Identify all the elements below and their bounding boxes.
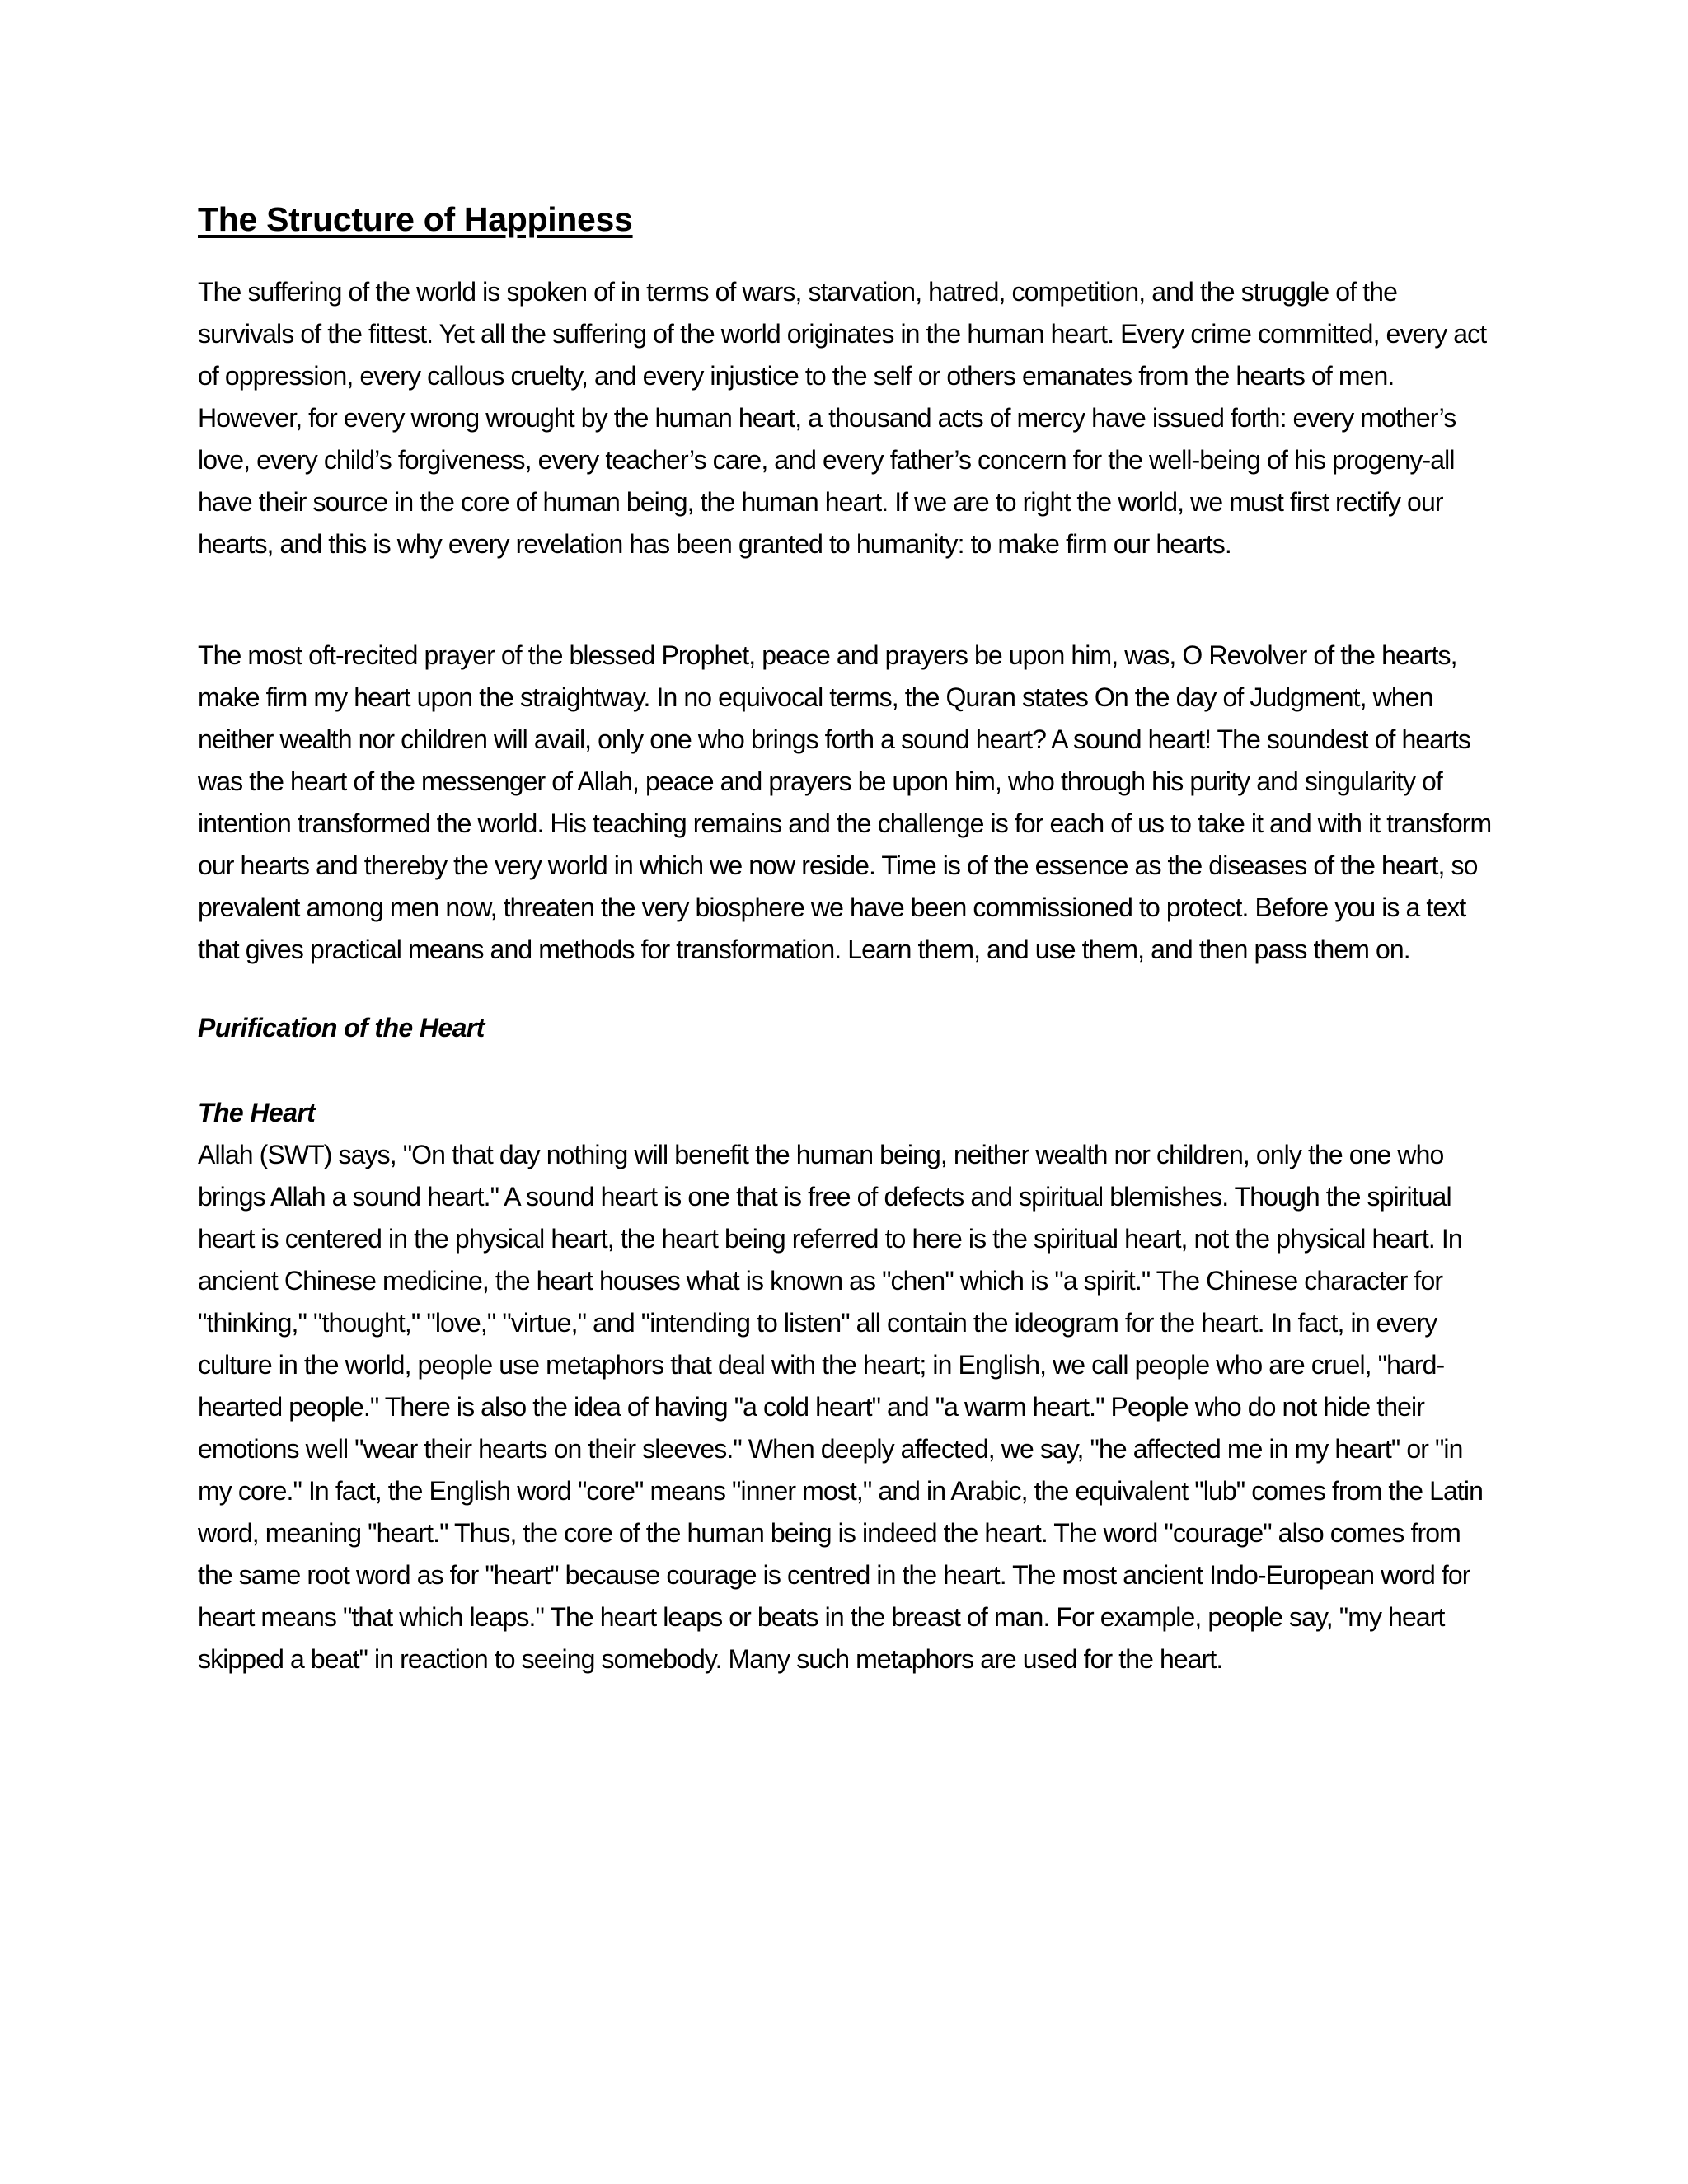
- section-heading: The Heart: [198, 1098, 316, 1128]
- document-body: [198, 199, 1492, 1680]
- intro-paragraph-2: The most oft-recited prayer of the blessed Prophet, peace and prayers be upon him, was, O Revolver of the hearts, make firm my heart upon the straightway. In no equivocal terms, the Quran states On the day of Judgment, when neither wealth nor children will avail, only one who brings forth a sound heart? A sound heart! The soundest of hearts was the heart of the messenger of Allah, peace and prayers be upon him, who through his purity and singularity of intention transformed the world. His teaching remains and the challenge is for each of us to take it and with it transform our hearts and thereby the very world in which we now reside. Time is of the essence as the diseases of the heart, so prevalent among men now, threaten the very biosphere we have been commissioned to protect. Before you is a text that gives practical means and methods for transformation. Learn them, and use them, and then pass them on.: [198, 640, 1492, 965]
- intro-paragraph-1: The suffering of the world is spoken of in terms of wars, starvation, hatred, competition, and the struggle of the survivals of the fittest. Yet all the suffering of the world originates in the human heart. Every crime committed, every act of oppression, every callous cruelty, and every injustice to the self or others emanates from the hearts of men. However, for every wrong wrought by the human heart, a thousand acts of mercy have issued forth: every mother’s love, every child’s forgiveness, every teacher’s care, and every father’s concern for the well-being of his progeny-all have their source in the core of human being, the human heart. If we are to right the world, we must first rectify our hearts, and this is why every revelation has been granted to humanity: to make firm our hearts.: [198, 277, 1487, 560]
- document-title: The Structure of Happiness: [198, 200, 633, 238]
- section-body-paragraph: Allah (SWT) says, "On that day nothing will benefit the human being, neither wealth nor children, only the one who brings Allah a sound heart." A sound heart is one that is free of defects and spiritual blemishes. Though the spiritual heart is centered in the physical heart, the heart being referred to here is the spiritual heart, not the physical heart. In ancient Chinese medicine, the heart houses what is known as "chen" which is "a spirit." The Chinese character for "thinking," "thought," "love," "virtue," and "intending to listen" all contain the ideogram for the heart. In fact, in every culture in the world, people use metaphors that deal with the heart; in English, we call people who are cruel, "hard-hearted people." There is also the idea of having "a cold heart" and "a warm heart." People who do not hide their emotions well "wear their hearts on their sleeves." When deeply affected, we say, "he affected me in my heart" or "in my core." In fact, the English word "core" means "inner most," and in Arabic, the equivalent "lub" comes from the Latin word, meaning "heart." Thus, the core of the human being is indeed the heart. The word "courage" also comes from the same root word as for "heart" because courage is centred in the heart. The most ancient Indo-European word for heart means "that which leaps." The heart leaps or beats in the breast of man. For example, people say, "my heart skipped a beat" in reaction to seeing somebody. Many such metaphors are used for the heart.: [198, 1140, 1483, 1675]
- section-title: Purification of the Heart: [198, 1013, 485, 1043]
